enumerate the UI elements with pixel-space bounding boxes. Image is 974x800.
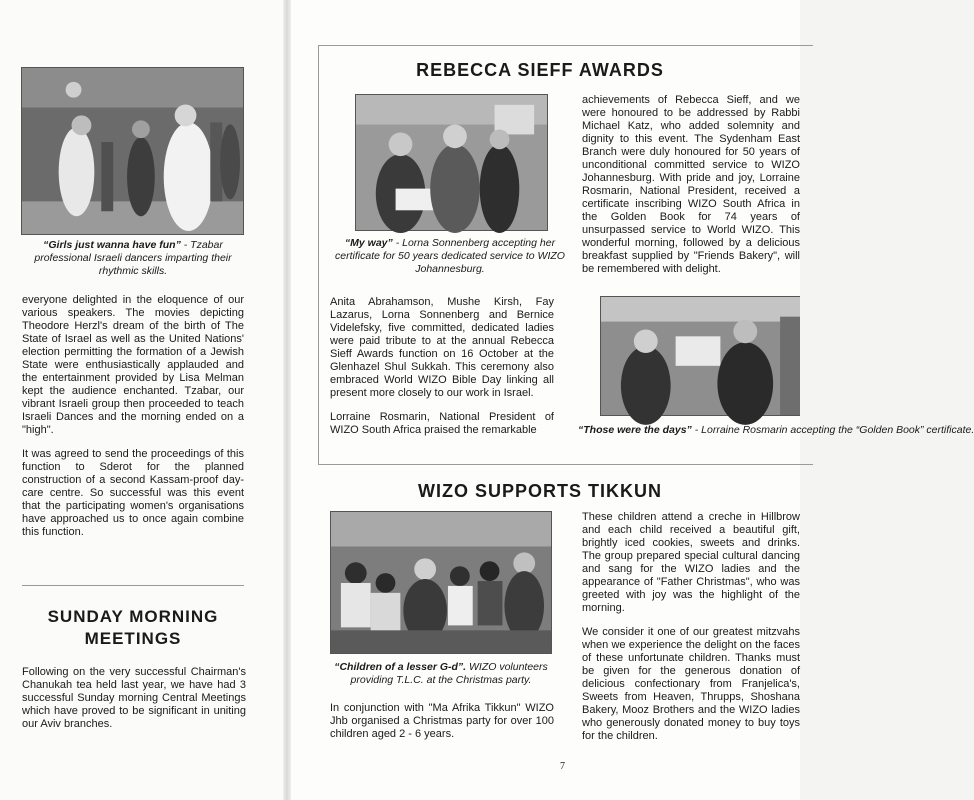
paragraph: achievements of Rebecca Sieff, and we were honoured to be addressed by Rabbi Michael Katz, who added solemnity and dignity to this event. The Sydenham East Branch were duly honoured for 50 years of unconditional committed service to WIZO Johannesburg. With pride and joy, Lorraine Rosmarin, National President, received a certificate inscribing WIZO South Africa in the Golden Book for 74 years of unsurpassed service to World WIZO. This wonderful morning, followed by a delicious breakfast supplied by "Friends Bakery", will be remembered with delight. — [582, 94, 800, 275]
section-divider — [22, 585, 244, 586]
paragraph: Anita Abrahamson, Mushe Kirsh, Fay Lazarus, Lorna Sonnenberg and Bernice Videlefsky, five committed, dedicated ladies were paid tribute to at the annual Rebecca Sieff Awards function on 16 October at the Glenhazel Shul Sukkah. This ceremony also embraced World WIZO Bible Day linking all present more closely to our work in Israel. — [330, 296, 554, 399]
paragraph: In conjunction with "Ma Afrika Tikkun" WIZO Jhb organised a Christmas party for over 100 children aged 2 - 6 years. — [330, 702, 554, 740]
sunday-meetings-text — [22, 666, 246, 742]
golden-book-photo — [600, 296, 800, 416]
heading-line: SUNDAY MORNING — [47, 607, 219, 626]
caption-title: “Children of a lesser G-d”. — [334, 661, 467, 673]
caption-title: “My way” — [344, 237, 393, 249]
tikkun-right-text — [582, 511, 800, 754]
heading-line: MEETINGS — [84, 629, 182, 648]
caption-text: Lorna Sonnenberg accepting her certificate for 50 years dedicated service to WIZO Johannesburg. — [335, 237, 565, 275]
book-spine — [283, 0, 291, 800]
sunday-meetings-heading — [22, 606, 244, 650]
paragraph: Following on the very successful Chairman's Chanukah tea held last year, we have had 3 successful Sunday morning Central Meetings which have proved to be significant in uniting our Aviv branches. — [22, 666, 246, 730]
page-number: 7 — [560, 761, 565, 772]
dancers-photo-caption: “Girls just wanna have fun” - Tzabar professional Israeli dancers imparting their rhythmic skills. — [34, 239, 232, 277]
paragraph: everyone delighted in the eloquence of our various speakers. The movies depicting Theodore Herzl's dream of the birth of The State of Israel as well as the United Nations' election permitting the formation of a Jewish State were enthusiastically applauded and the entertainment provided by Lisa Melman kept the audience enchanted. Tzabar, our vibrant Israeli group then proceeded to teach Israeli Dances and the morning ended on a "high". — [22, 294, 244, 436]
sieff-right-text — [582, 94, 800, 286]
dancers-photo — [21, 67, 244, 235]
lorna-photo-caption: “My way” - Lorna Sonnenberg accepting her certificate for 50 years dedicated service to WIZO Johannesburg. — [335, 237, 565, 275]
caption-text: Tzabar professional Israeli dancers imparting their rhythmic skills. — [34, 239, 232, 277]
tikkun-left-text — [330, 702, 554, 752]
children-photo-caption — [330, 661, 552, 687]
caption-text: Lorraine Rosmarin accepting the “Golden Book” certificate. — [701, 424, 974, 436]
caption-text: WIZO volunteers providing T.L.C. at the Christmas party. — [350, 661, 548, 686]
caption-title: “Those were the days” — [578, 424, 692, 436]
sieff-left-text — [330, 296, 554, 448]
paragraph: Lorraine Rosmarin, National President of WIZO South Africa praised the remarkable — [330, 411, 554, 436]
paragraph: We consider it one of our greatest mitzvahs when we experience the delight on the faces of these unfortunate children. Thanks must be given for the generous donation of delicious confectionary from Franjelica's, Sweets from Heaven, Thrupps, Shoshana Bakery, Mooz Brothers and the WIZO ladies who generously donated money to buy toys for the children. — [582, 626, 800, 742]
paragraph: These children attend a creche in Hillbrow and each child received a beautiful gift, brightly iced cookies, sweets and drinks. The group prepared special cultural dancing and sang for the WIZO ladies and the appearance of "Father Christmas", who was greeted with joy was the highlight of the morning. — [582, 511, 800, 614]
sieff-awards-heading: REBECCA SIEFF AWARDS — [416, 60, 664, 80]
tikkun-heading: WIZO SUPPORTS TIKKUN — [418, 481, 662, 501]
lorna-photo — [355, 94, 548, 231]
paragraph: It was agreed to send the proceedings of this function to Sderot for the planned construction of a second Kassam-proof day-care centre. So successful was this event that the participating women's organisations have approached us to once again combine this function. — [22, 448, 244, 538]
children-party-photo — [330, 511, 552, 654]
caption-title: “Girls just wanna have fun” — [43, 239, 181, 251]
golden-book-photo-caption: “Those were the days” - Lorraine Rosmarin accepting the “Golden Book” certificate. — [578, 424, 974, 436]
left-body-text — [22, 294, 244, 550]
